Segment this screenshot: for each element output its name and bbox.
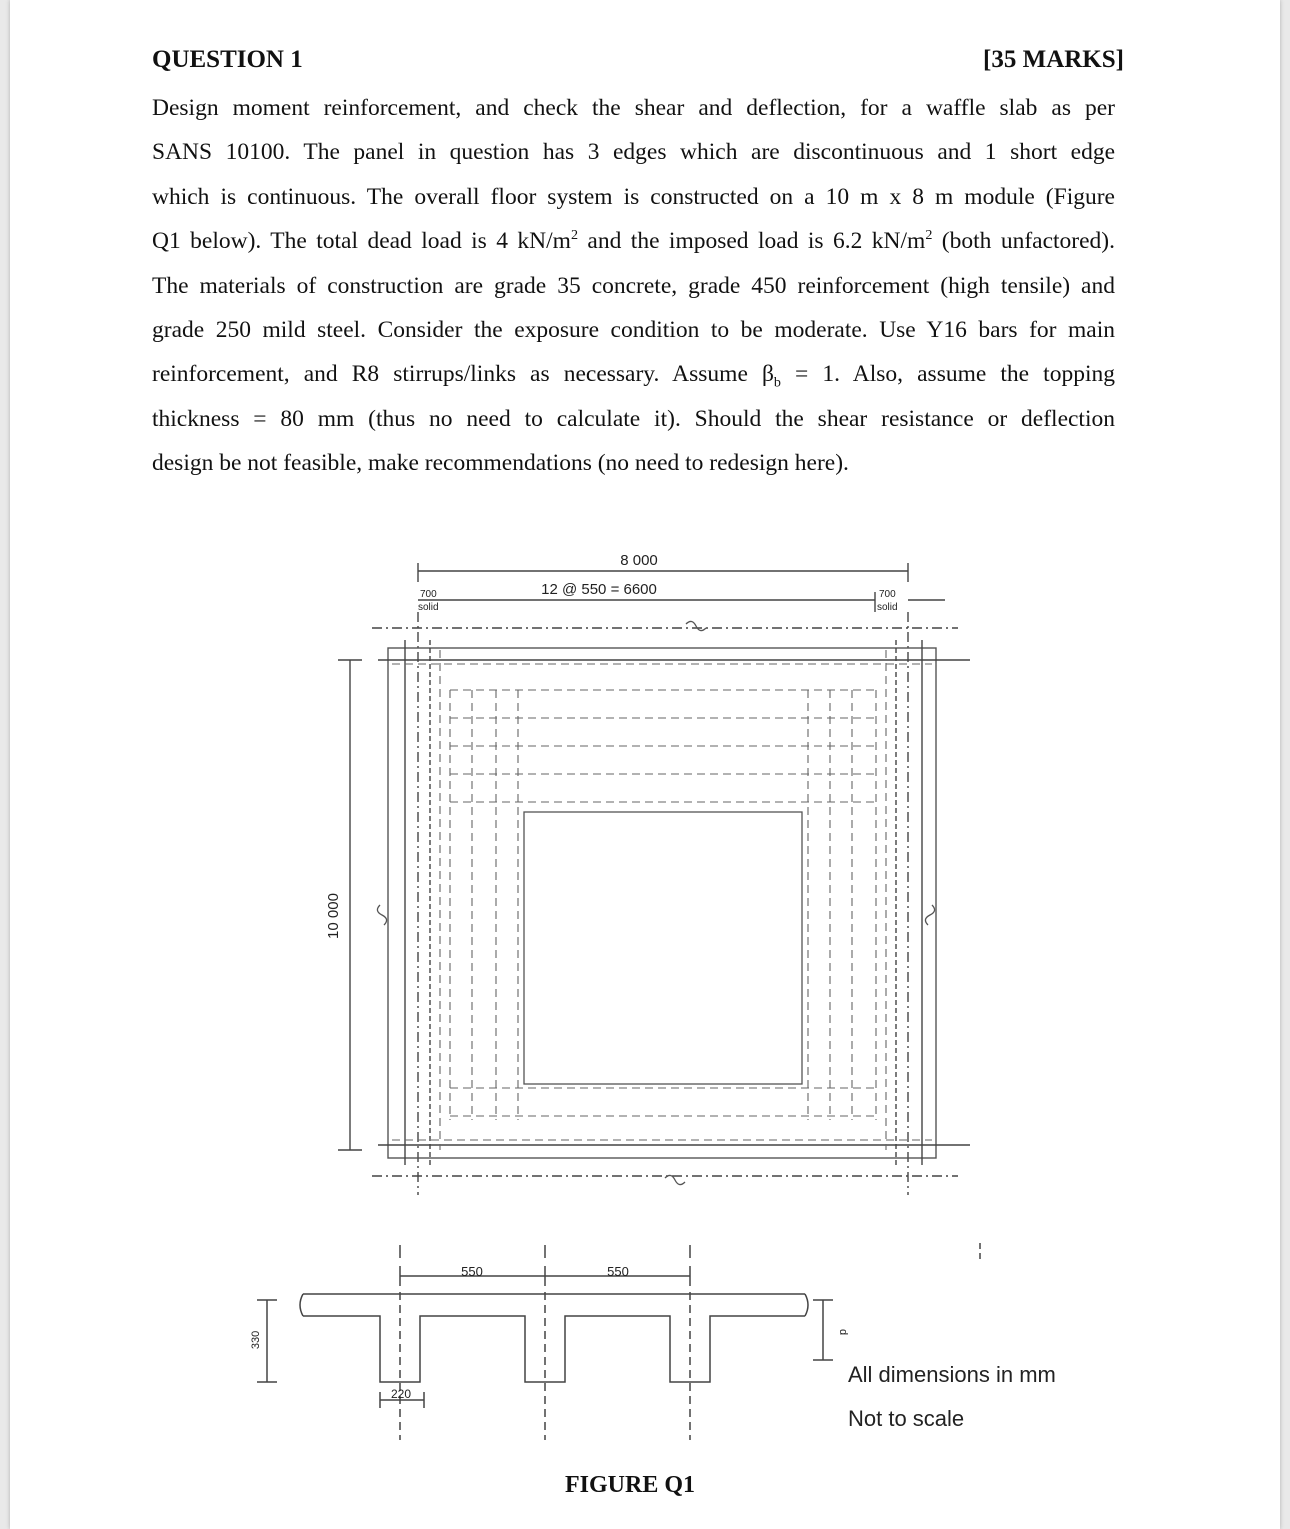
question-title: QUESTION 1 bbox=[152, 46, 303, 73]
body-line-6: grade 250 mild steel. Consider the exposure condition to be moderate. Use Y16 bars for main bbox=[152, 317, 1115, 344]
overall-length-label: 10 000 bbox=[325, 893, 342, 939]
body-line-1: Design moment reinforcement, and check the shear and deflection, for a waffle slab as per bbox=[152, 95, 1115, 121]
body-line-7: reinforcement, and R8 stirrups/links as necessary. Assume $\beta_b = 1$. Also, assume the topping bbox=[152, 361, 1115, 392]
note-dimensions: All dimensions in mm bbox=[848, 1362, 1056, 1387]
solid-region bbox=[524, 812, 802, 1084]
section-spacing-1: 550 bbox=[461, 1264, 483, 1279]
figure-caption: FIGURE Q1 bbox=[565, 1472, 696, 1498]
body-line-2: SANS 10100. The panel in question has 3 edges which are discontinuous and 1 short edge bbox=[152, 139, 1115, 166]
overall-width-label: 8 000 bbox=[620, 552, 658, 569]
body-line-5: The materials of construction are grade 35 concrete, grade 450 reinforcement (high tensile) and bbox=[152, 272, 1115, 299]
solid-right-label: solid bbox=[877, 602, 898, 613]
solid-left-label: solid bbox=[418, 602, 439, 613]
section-depth-label: 330 bbox=[250, 1330, 262, 1350]
rib-width-label: 220 bbox=[390, 1387, 412, 1401]
rib-spacing-label: 12 @ 550 = 6600 bbox=[541, 581, 657, 598]
body-line-9: design be not feasible, make recommendations (no need to redesign here). bbox=[152, 450, 849, 477]
solid-right-dim: 700 bbox=[879, 589, 896, 600]
section-spacing-2: 550 bbox=[607, 1264, 629, 1279]
effective-depth-label: d bbox=[837, 1328, 849, 1336]
body-line-4: Q1 below). The total dead load is 4 $kN/m^2$ and the imposed load is 6.2 $kN/m^2$ (both unfactored). bbox=[152, 227, 1116, 255]
section-profile bbox=[303, 1294, 805, 1382]
solid-left-dim: 700 bbox=[420, 589, 437, 600]
note-scale: Not to scale bbox=[848, 1406, 965, 1431]
question-marks: [35 MARKS] bbox=[983, 46, 1124, 73]
body-line-8: thickness = 80 mm (thus no need to calculate it). Should the shear resistance or deflection bbox=[152, 405, 1115, 432]
body-line-3: which is continuous. The overall floor system is constructed on a 10 m x 8 m module (Figure bbox=[152, 183, 1115, 210]
